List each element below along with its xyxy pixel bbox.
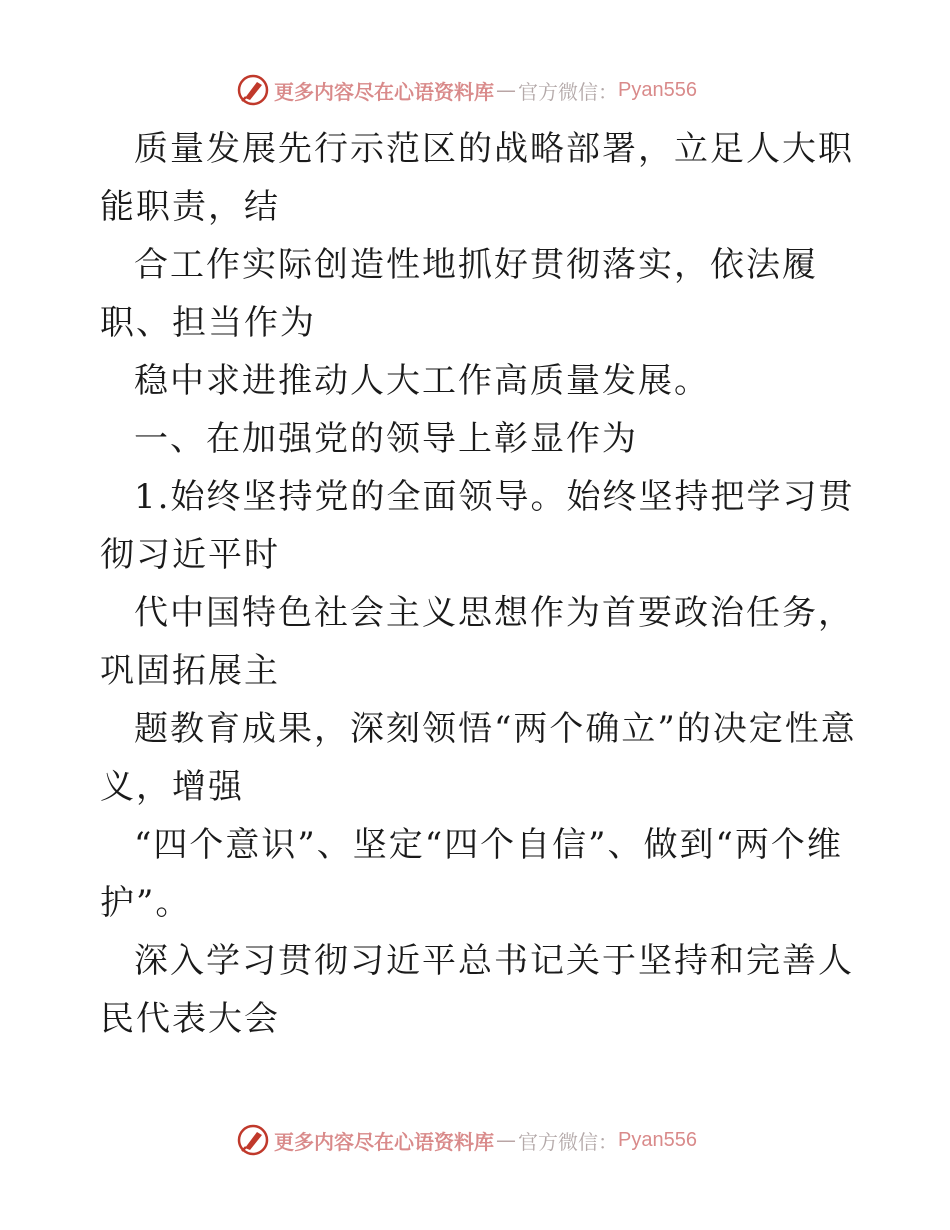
paragraph: 稳中求进推动人大工作高质量发展。 [134,361,710,401]
pen-nib-logo-icon [236,1123,270,1157]
watermark-id: Pyan556 [618,78,697,101]
watermark-site-text: 更多内容尽在心语资料库 [274,79,494,104]
watermark-site-text: 更多内容尽在心语资料库 [274,1129,494,1154]
footer-watermark [236,1122,716,1158]
watermark-id: Pyan556 [618,1128,697,1151]
paragraph: 合工作实际创造性地抓好贯彻落实，依法履职、担当作为 [100,245,818,343]
watermark-dash: — [496,1128,516,1152]
paragraph: 质量发展先行示范区的战略部署，立足人大职能职责，结 [100,129,854,227]
paragraph: 1.始终坚持党的全面领导。始终坚持把学习贯彻习近平时 [100,477,855,575]
pen-nib-logo-icon [236,73,270,107]
header-watermark [236,72,716,108]
section-heading: 一、在加强党的领导上彰显作为 [134,419,638,459]
paragraph: 题教育成果，深刻领悟“两个确立”的决定性意义，增强 [100,709,857,807]
paragraph: 代中国特色社会主义思想作为首要政治任务，巩固拓展主 [100,593,854,691]
paragraph: “四个意识”、坚定“四个自信”、做到“两个维护”。 [100,825,843,923]
paragraph: 深入学习贯彻习近平总书记关于坚持和完善人民代表大会 [100,941,854,1039]
watermark-dash: — [496,78,516,102]
watermark-official-text: 官方微信： [518,1129,618,1154]
watermark-official-text: 官方微信： [518,79,618,104]
document-body [100,120,860,1048]
